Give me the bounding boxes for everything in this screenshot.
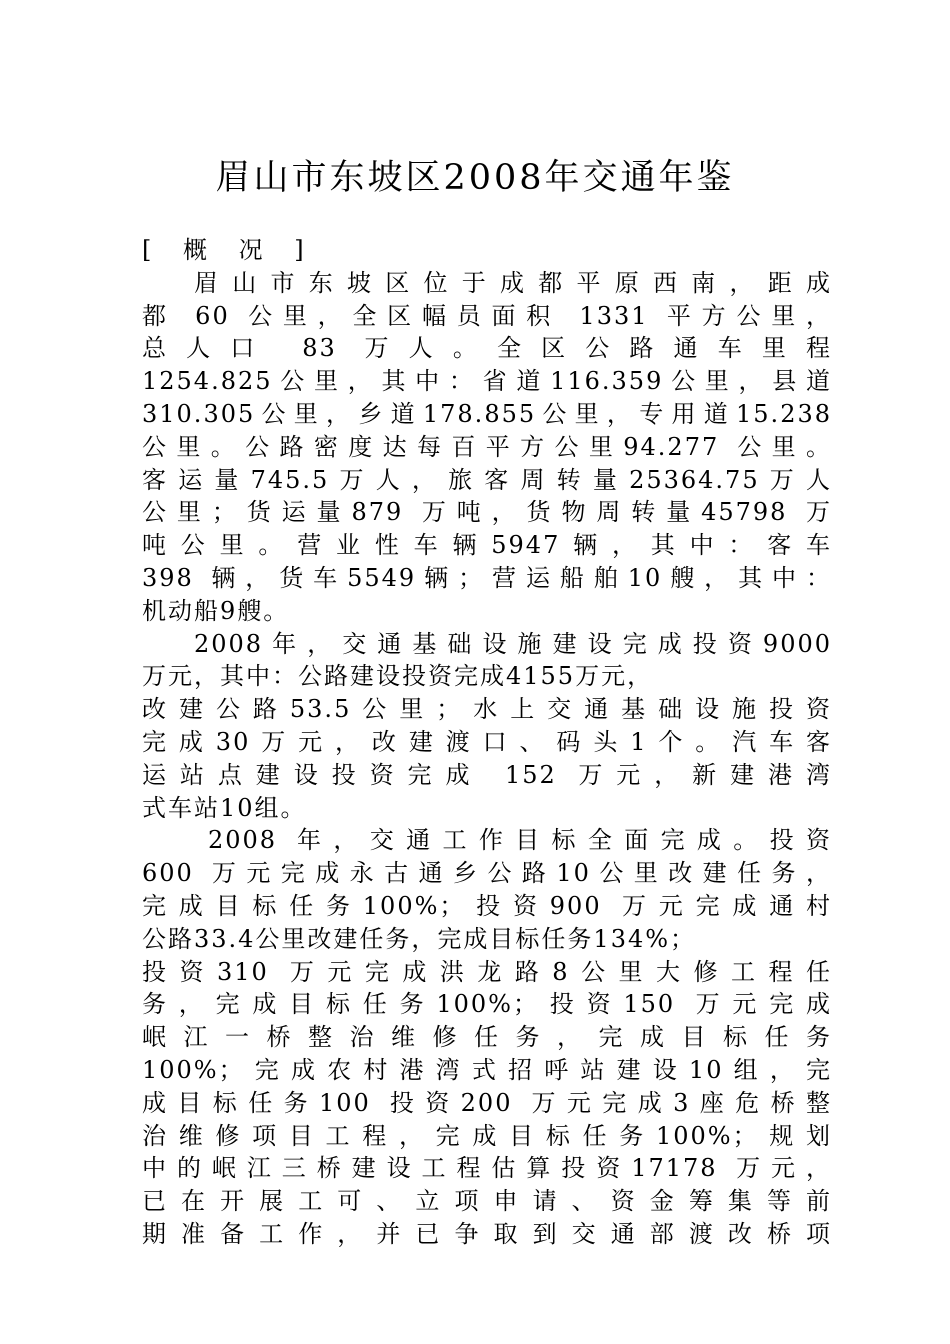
text-line: 岷江一桥整治维修任务，完成目标任务	[142, 1023, 832, 1052]
text-line: 公里；货运量879 万吨，货物周转量45798 万	[142, 498, 832, 527]
text-line: 改建公路53.5公里；水上交通基础设施投资	[142, 695, 832, 724]
paragraph-lines	[142, 267, 832, 1251]
text-line: 式车站10组。	[142, 793, 307, 822]
text-line: 完成目标任务100%；投资900 万元完成通村	[142, 891, 832, 920]
text-line: 机动船9艘。	[142, 596, 290, 625]
section-heading: [ 概 况 ]	[142, 236, 316, 264]
text-line: 总人口 83 万人。全区公路通车里程	[142, 334, 832, 363]
text-line: 都 60 公里，全区幅员面积 1331 平方公里，	[142, 301, 832, 330]
text-line: 310.305公里，乡道178.855公里，专用道15.238	[142, 399, 832, 428]
text-line: 中的岷江三桥建设工程估算投资17178 万元，	[142, 1154, 832, 1183]
text-line: 600 万元完成永古通乡公路10公里改建任务，	[142, 859, 832, 888]
text-line: 眉山市东坡区位于成都平原西南，距成	[194, 268, 832, 297]
text-line: 公路33.4公里改建任务，完成目标任务134%；	[142, 924, 697, 953]
text-line: 1254.825公里，其中：省道116.359公里，县道	[142, 367, 832, 396]
text-line: 投资310 万元完成洪龙路8公里大修工程任	[142, 957, 832, 986]
text-line: 治维修项目工程，完成目标任务100%；规划	[142, 1121, 832, 1150]
text-line: 运站点建设投资完成 152 万元，新建港湾	[142, 760, 832, 789]
document-title: 眉山市东坡区2008年交通年鉴	[215, 158, 735, 198]
text-line: 吨公里。营业性车辆5947辆，其中：客车	[142, 531, 832, 560]
text-line: 公里。公路密度达每百平方公里94.277 公里。	[142, 432, 832, 461]
document-body	[142, 234, 832, 1251]
text-line: 已在开展工可、立项申请、资金筹集等前	[142, 1187, 832, 1216]
text-line: 期准备工作，并已争取到交通部渡改桥项	[142, 1219, 832, 1248]
text-line: 398 辆，货车5549辆；营运船舶10艘，其中：	[142, 563, 832, 592]
text-line: 万元，其中：公路建设投资完成4155万元，	[142, 662, 654, 691]
text-line: 成目标任务100 投资200 万元完成3座危桥整	[142, 1088, 832, 1117]
text-line: 完成30万元，改建渡口、码头1个。汽车客	[142, 727, 832, 756]
text-line: 客运量745.5万人，旅客周转量25364.75万人	[142, 465, 832, 494]
text-line: 务，完成目标任务100%；投资150 万元完成	[142, 990, 832, 1019]
text-line: 100%；完成农村港湾式招呼站建设10组，完	[142, 1055, 832, 1084]
text-line: 2008年，交通基础设施建设完成投资9000	[194, 629, 832, 658]
text-line: 2008 年，交通工作目标全面完成。投资	[208, 826, 832, 855]
